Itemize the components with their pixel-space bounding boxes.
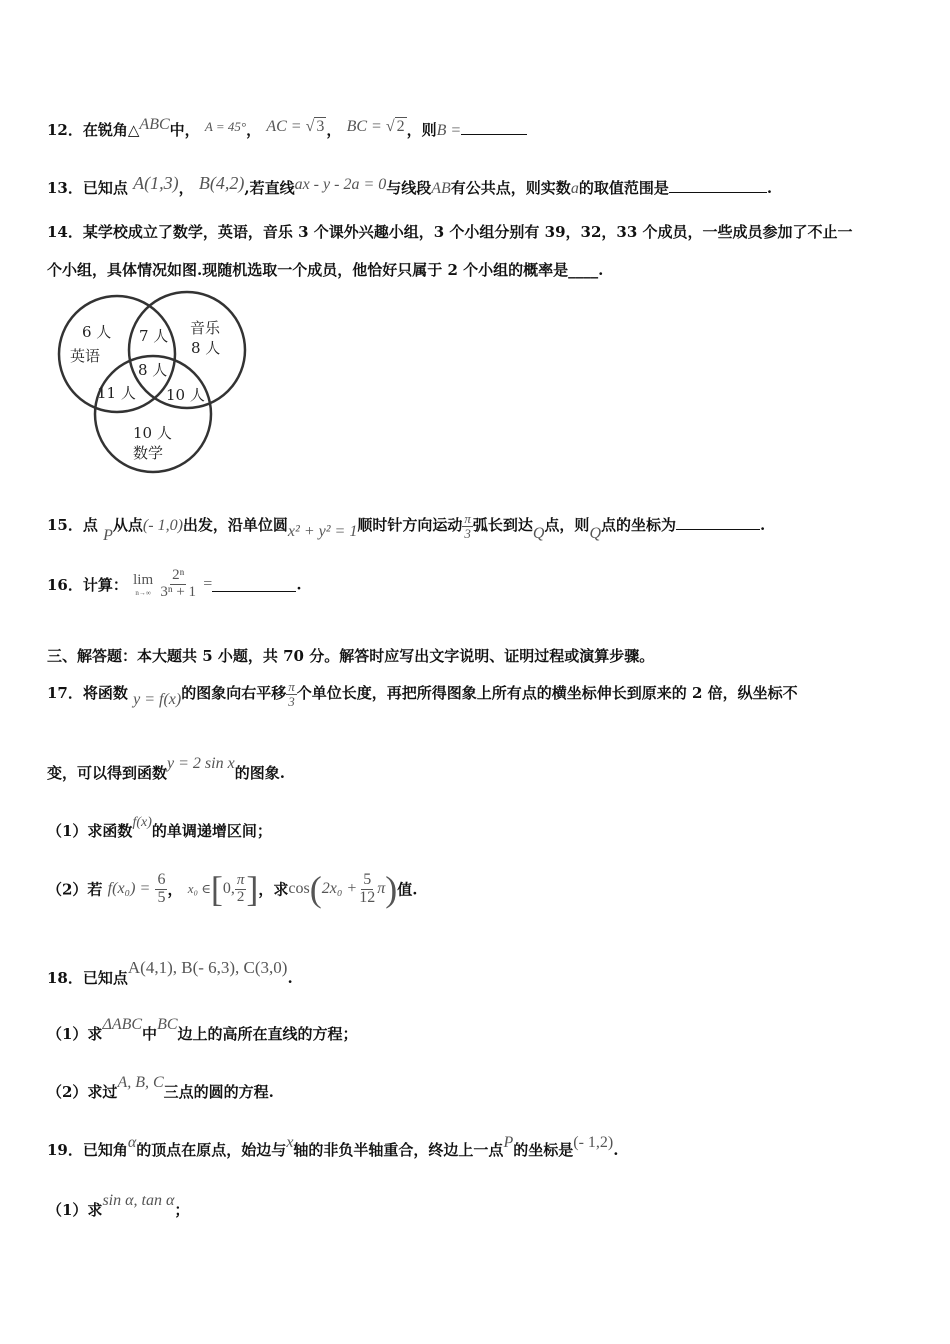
section-heading: 三、解答题：本大题共 5 小题，共 70 分。解答时应写出文字说明、证明过程或演算步骤。	[47, 647, 655, 665]
question-18-part-2: （2）求过A, B, C三点的圆的方程.	[47, 1074, 274, 1101]
answer-blank	[676, 515, 760, 530]
math-expression: cos	[288, 880, 310, 897]
answer-blank	[212, 577, 296, 592]
question-number: 12．	[47, 121, 83, 139]
fraction: $\frac{\pi}{3}$	[464, 511, 471, 541]
math-expression: BC = √ 2	[346, 118, 405, 135]
answer-blank	[669, 178, 767, 193]
music-count: 8 人	[191, 339, 221, 357]
music-math-count: 10 人	[166, 386, 205, 404]
answer-blank	[461, 120, 527, 135]
question-19: 19．已知角α的顶点在原点，始边与x轴的非负半轴重合，终边上一点P的坐标是(- 1,2).	[47, 1134, 619, 1159]
math-expression: a	[570, 180, 579, 197]
math-expression: ax - y - 2a = 0	[294, 176, 387, 193]
question-number: 13．	[47, 179, 83, 197]
question-number: 16．	[47, 575, 83, 594]
math-expression: (- 1,2)	[573, 1134, 614, 1151]
question-17-part-2: （2）若 f(x₀) = $\frac{6}{5}$ ， x₀ ∈[0, $\frac{\pi}{2}$ ]，求cos(2x₀ + $\frac{5}{12}$ π)值.	[47, 869, 418, 909]
math-expression: x	[286, 1134, 294, 1151]
math-expression: ABC	[139, 116, 170, 133]
math-expression: x₀ ∈	[187, 881, 211, 896]
question-number: 19．	[47, 1141, 83, 1159]
math-label: 数学	[133, 444, 164, 462]
music-label: 音乐	[190, 319, 221, 337]
limit-operator: lim n→∞	[133, 571, 154, 597]
fraction: $\frac{\pi}{3}$	[288, 679, 295, 709]
english-label: 英语	[70, 347, 101, 365]
question-16: 16．计算： lim n→∞ $\frac{\text{2ⁿ}}{\text{3ⁿ + 1}}$ = .	[47, 567, 302, 600]
question-17-part-1: （1）求函数f(x)的单调递增区间；	[47, 815, 272, 840]
math-expression: Q	[532, 525, 545, 543]
math-expression: AC = √ 3	[266, 118, 325, 135]
math-expression: AB	[431, 180, 451, 197]
fraction: $\frac{\text{2ⁿ}}{\text{3ⁿ + 1}}$	[160, 567, 197, 600]
fraction: $\frac{5}{12}$	[359, 870, 376, 906]
math-expression: A(1,3)	[133, 173, 179, 193]
math-count: 10 人	[133, 424, 172, 442]
question-17-line-2: 变，可以得到函数y = 2 sin x的图象.	[47, 755, 285, 782]
math-expression: y = f(x)	[133, 691, 182, 709]
question-15: 15．点 P从点(- 1,0)出发，沿单位圆x² + y² = 1顺时针方向运动 $\frac{\pi}{3}$ 弧长到达Q点，则Q点的坐标为 .	[47, 511, 766, 545]
question-number: 18．	[47, 969, 83, 987]
question-14-line-1: 14．某学校成立了数学，英语，音乐 3 个课外兴趣小组，3 个小组分别有 39，32，33 个成员，一些成员参加了不止一	[47, 223, 853, 241]
math-expression: P	[503, 1134, 514, 1151]
math-expression: α	[127, 1134, 137, 1151]
math-expression: y = 2 sin x	[167, 755, 235, 772]
fraction: $\frac{6}{5}$	[157, 870, 166, 906]
fraction: $\frac{\pi}{2}$	[236, 871, 245, 905]
question-17: 17．将函数 y = f(x)的图象向右平移 $\frac{\pi}{3}$ 个单位长度，再把所得图象上所有点的横坐标伸长到原来的 2 倍，纵坐标不	[47, 679, 798, 709]
venn-diagram	[55, 290, 255, 480]
english-count: 6 人	[82, 323, 112, 341]
question-12: 12．在锐角△ABC中， A = 45°， AC = √ 3 ， BC = √ 2 ，则B =	[47, 116, 527, 140]
math-expression: A = 45°	[204, 119, 247, 134]
math-expression: A(4,1), B(- 6,3), C(3,0)	[127, 958, 288, 977]
math-expression: (- 1,0)	[142, 517, 183, 535]
question-13: 13．已知点 A(1,3)， B(4,2),若直线ax - y - 2a = 0与线段AB有公共点，则实数a的取值范围是 .	[47, 173, 773, 197]
question-19-part-1: （1）求sin α, tan α；	[47, 1192, 190, 1219]
question-18: 18．已知点A(4,1), B(- 6,3), C(3,0).	[47, 958, 293, 987]
question-14-line-2: 个小组，具体情况如图.现随机选取一个成员，他恰好只属于 2 个小组的概率是____.	[47, 261, 604, 279]
question-18-part-1: （1）求ΔABC中BC边上的高所在直线的方程；	[47, 1016, 358, 1043]
math-expression: 2x₀ +	[321, 880, 358, 897]
english-music-count: 7 人	[139, 327, 169, 345]
english-math-count: 11 人	[97, 384, 136, 402]
math-expression: A, B, C	[117, 1074, 164, 1091]
math-expression: sin α, tan α	[102, 1192, 175, 1209]
math-expression: x² + y² = 1	[287, 523, 358, 541]
math-expression: f(x)	[132, 815, 152, 830]
math-expression: BC	[157, 1016, 178, 1033]
math-expression: P	[103, 527, 113, 545]
math-expression: Q	[589, 525, 601, 543]
math-expression: f(x₀) =	[107, 880, 151, 897]
center-count: 8 人	[138, 361, 168, 379]
question-number: 17．	[47, 684, 83, 703]
question-number: 15．	[47, 516, 83, 535]
math-expression: B =	[436, 122, 462, 139]
math-expression: ΔABC	[102, 1016, 143, 1033]
math-expression: B(4,2)	[198, 173, 245, 193]
